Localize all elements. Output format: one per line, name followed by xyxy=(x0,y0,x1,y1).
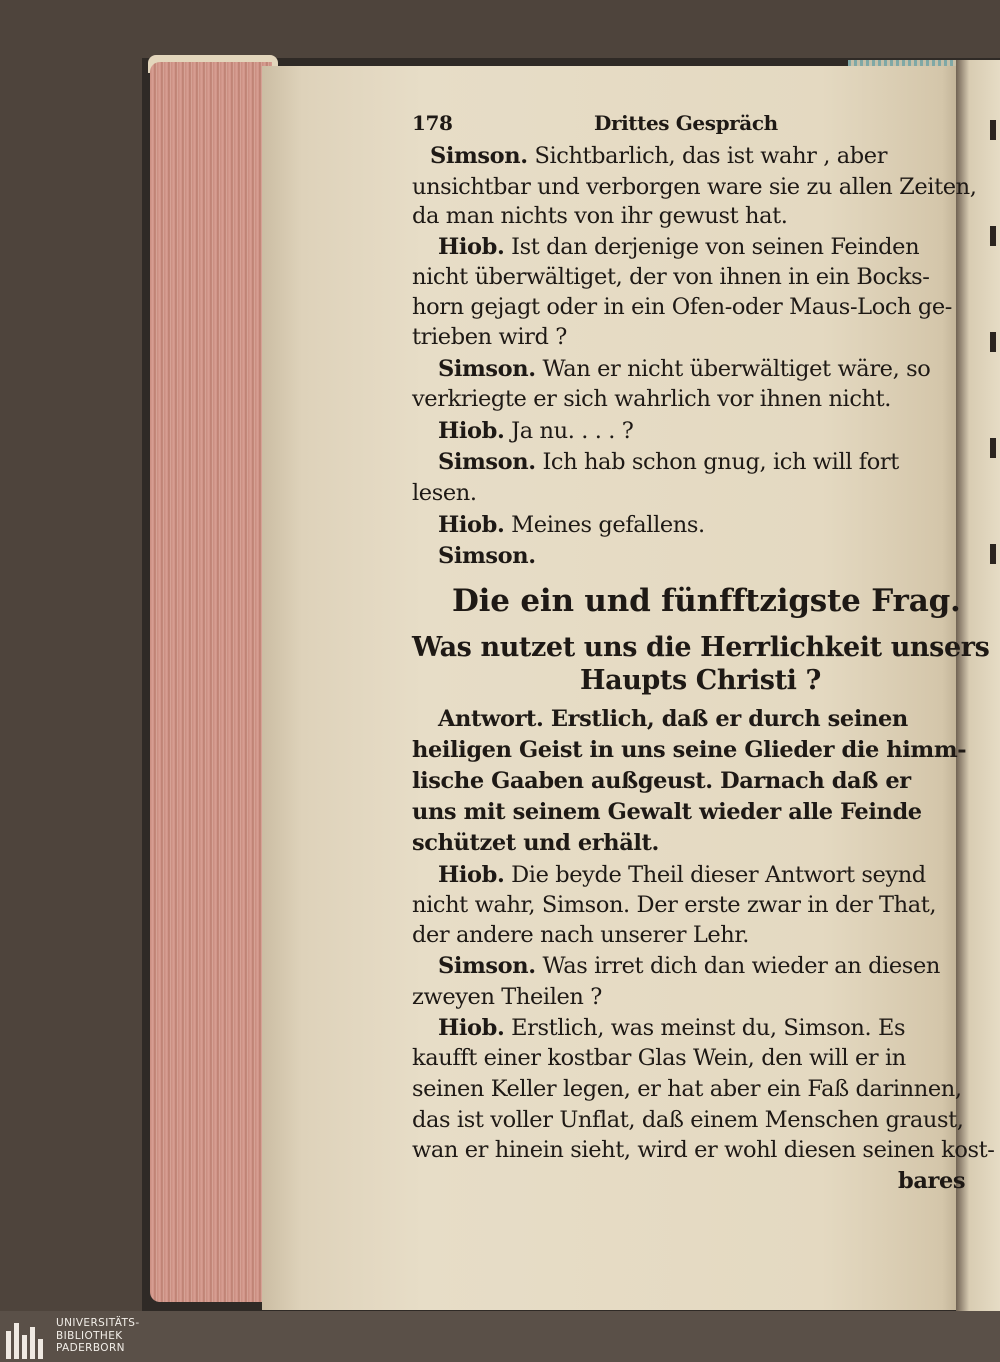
speaker-label: Antwort. xyxy=(438,706,544,732)
speaker-label: Simson. xyxy=(438,449,536,475)
text-line: verkriegte er sich wahrlich vor ihnen nicht. xyxy=(412,386,892,412)
text-line: horn gejagt oder in ein Ofen-oder Maus-Loch ge- xyxy=(412,294,953,320)
text-line: lesen. xyxy=(412,480,477,506)
text-line: der andere nach unserer Lehr. xyxy=(412,922,750,948)
speaker-label: Hiob. xyxy=(438,862,505,888)
speaker-label: Simson. xyxy=(430,143,528,169)
answer-line: heiligen Geist in uns seine Glieder die himm- xyxy=(412,737,967,763)
text-line: Simson. Was irret dich dan wieder an diesen xyxy=(438,953,940,979)
answer-line: lische Gaaben außgeust. Darnach daß er xyxy=(412,768,911,794)
text-line: nicht überwältiget, der von ihnen in ein Bocks- xyxy=(412,264,930,290)
page-edges xyxy=(150,62,272,1302)
text-line: Simson. Wan er nicht überwältiget wäre, so xyxy=(438,356,931,382)
answer-line: schützet und erhält. xyxy=(412,830,659,856)
text-line: trieben wird ? xyxy=(412,324,567,350)
text-line: kaufft einer kostbar Glas Wein, den will er in xyxy=(412,1045,906,1071)
text-line: da man nichts von ihr gewust hat. xyxy=(412,203,788,229)
text-line: Hiob. Meines gefallens. xyxy=(438,512,705,538)
text-line xyxy=(412,541,536,571)
text-line: das ist voller Unflat, daß einem Menschen graust, xyxy=(412,1107,964,1133)
text-line: Hiob. Ist dan derjenige von seinen Feinden xyxy=(438,234,920,260)
text-line: Hiob. Ja nu. . . . ? xyxy=(438,418,634,444)
answer-line: uns mit seinem Gewalt wieder alle Feinde xyxy=(412,799,922,825)
speaker-label: Hiob. xyxy=(438,234,505,260)
text-line: wan er hinein sieht, wird er wohl diesen seinen kost- xyxy=(412,1137,995,1163)
text-line: unsichtbar und verborgen ware sie zu allen Zeiten, xyxy=(412,174,977,200)
speaker-label: Hiob. xyxy=(438,1015,505,1041)
question-heading: Die ein und fünfftzigste Frag. xyxy=(452,583,961,619)
question-line: Haupts Christi ? xyxy=(580,665,821,696)
text-line: Simson. Sichtbarlich, das ist wahr , aber xyxy=(430,143,888,169)
text-line: Hiob. Die beyde Theil dieser Antwort seynd xyxy=(438,862,926,888)
speaker-label: Hiob. xyxy=(438,418,505,444)
page-number: 178 xyxy=(412,111,453,135)
speaker-label: Simson. xyxy=(438,953,536,979)
text-line: seinen Keller legen, er hat aber ein Faß darinnen, xyxy=(412,1076,962,1102)
question-line: Was nutzet uns die Herrlichkeit unsers xyxy=(412,632,990,663)
library-footer xyxy=(0,1311,1000,1362)
speaker-label: Hiob. xyxy=(438,512,505,538)
text-line: Simson. Ich hab schon gnug, ich will fort xyxy=(438,449,899,475)
text-line: nicht wahr, Simson. Der erste zwar in der That, xyxy=(412,892,937,918)
text-line: zweyen Theilen ? xyxy=(412,984,602,1010)
running-head: Drittes Gespräch xyxy=(594,111,778,135)
university-library-logo-icon xyxy=(6,1319,46,1359)
catchword: bares xyxy=(898,1168,966,1194)
answer-line: Antwort. Erstlich, daß er durch seinen xyxy=(438,706,908,732)
library-name: UNIVERSITÄTS- BIBLIOTHEK PADERBORN xyxy=(56,1317,140,1354)
facing-page-bleed xyxy=(990,120,1000,640)
speaker-label: Simson. xyxy=(438,543,536,569)
text-line: Hiob. Erstlich, was meinst du, Simson. Es xyxy=(438,1015,906,1041)
speaker-label: Simson. xyxy=(438,356,536,382)
